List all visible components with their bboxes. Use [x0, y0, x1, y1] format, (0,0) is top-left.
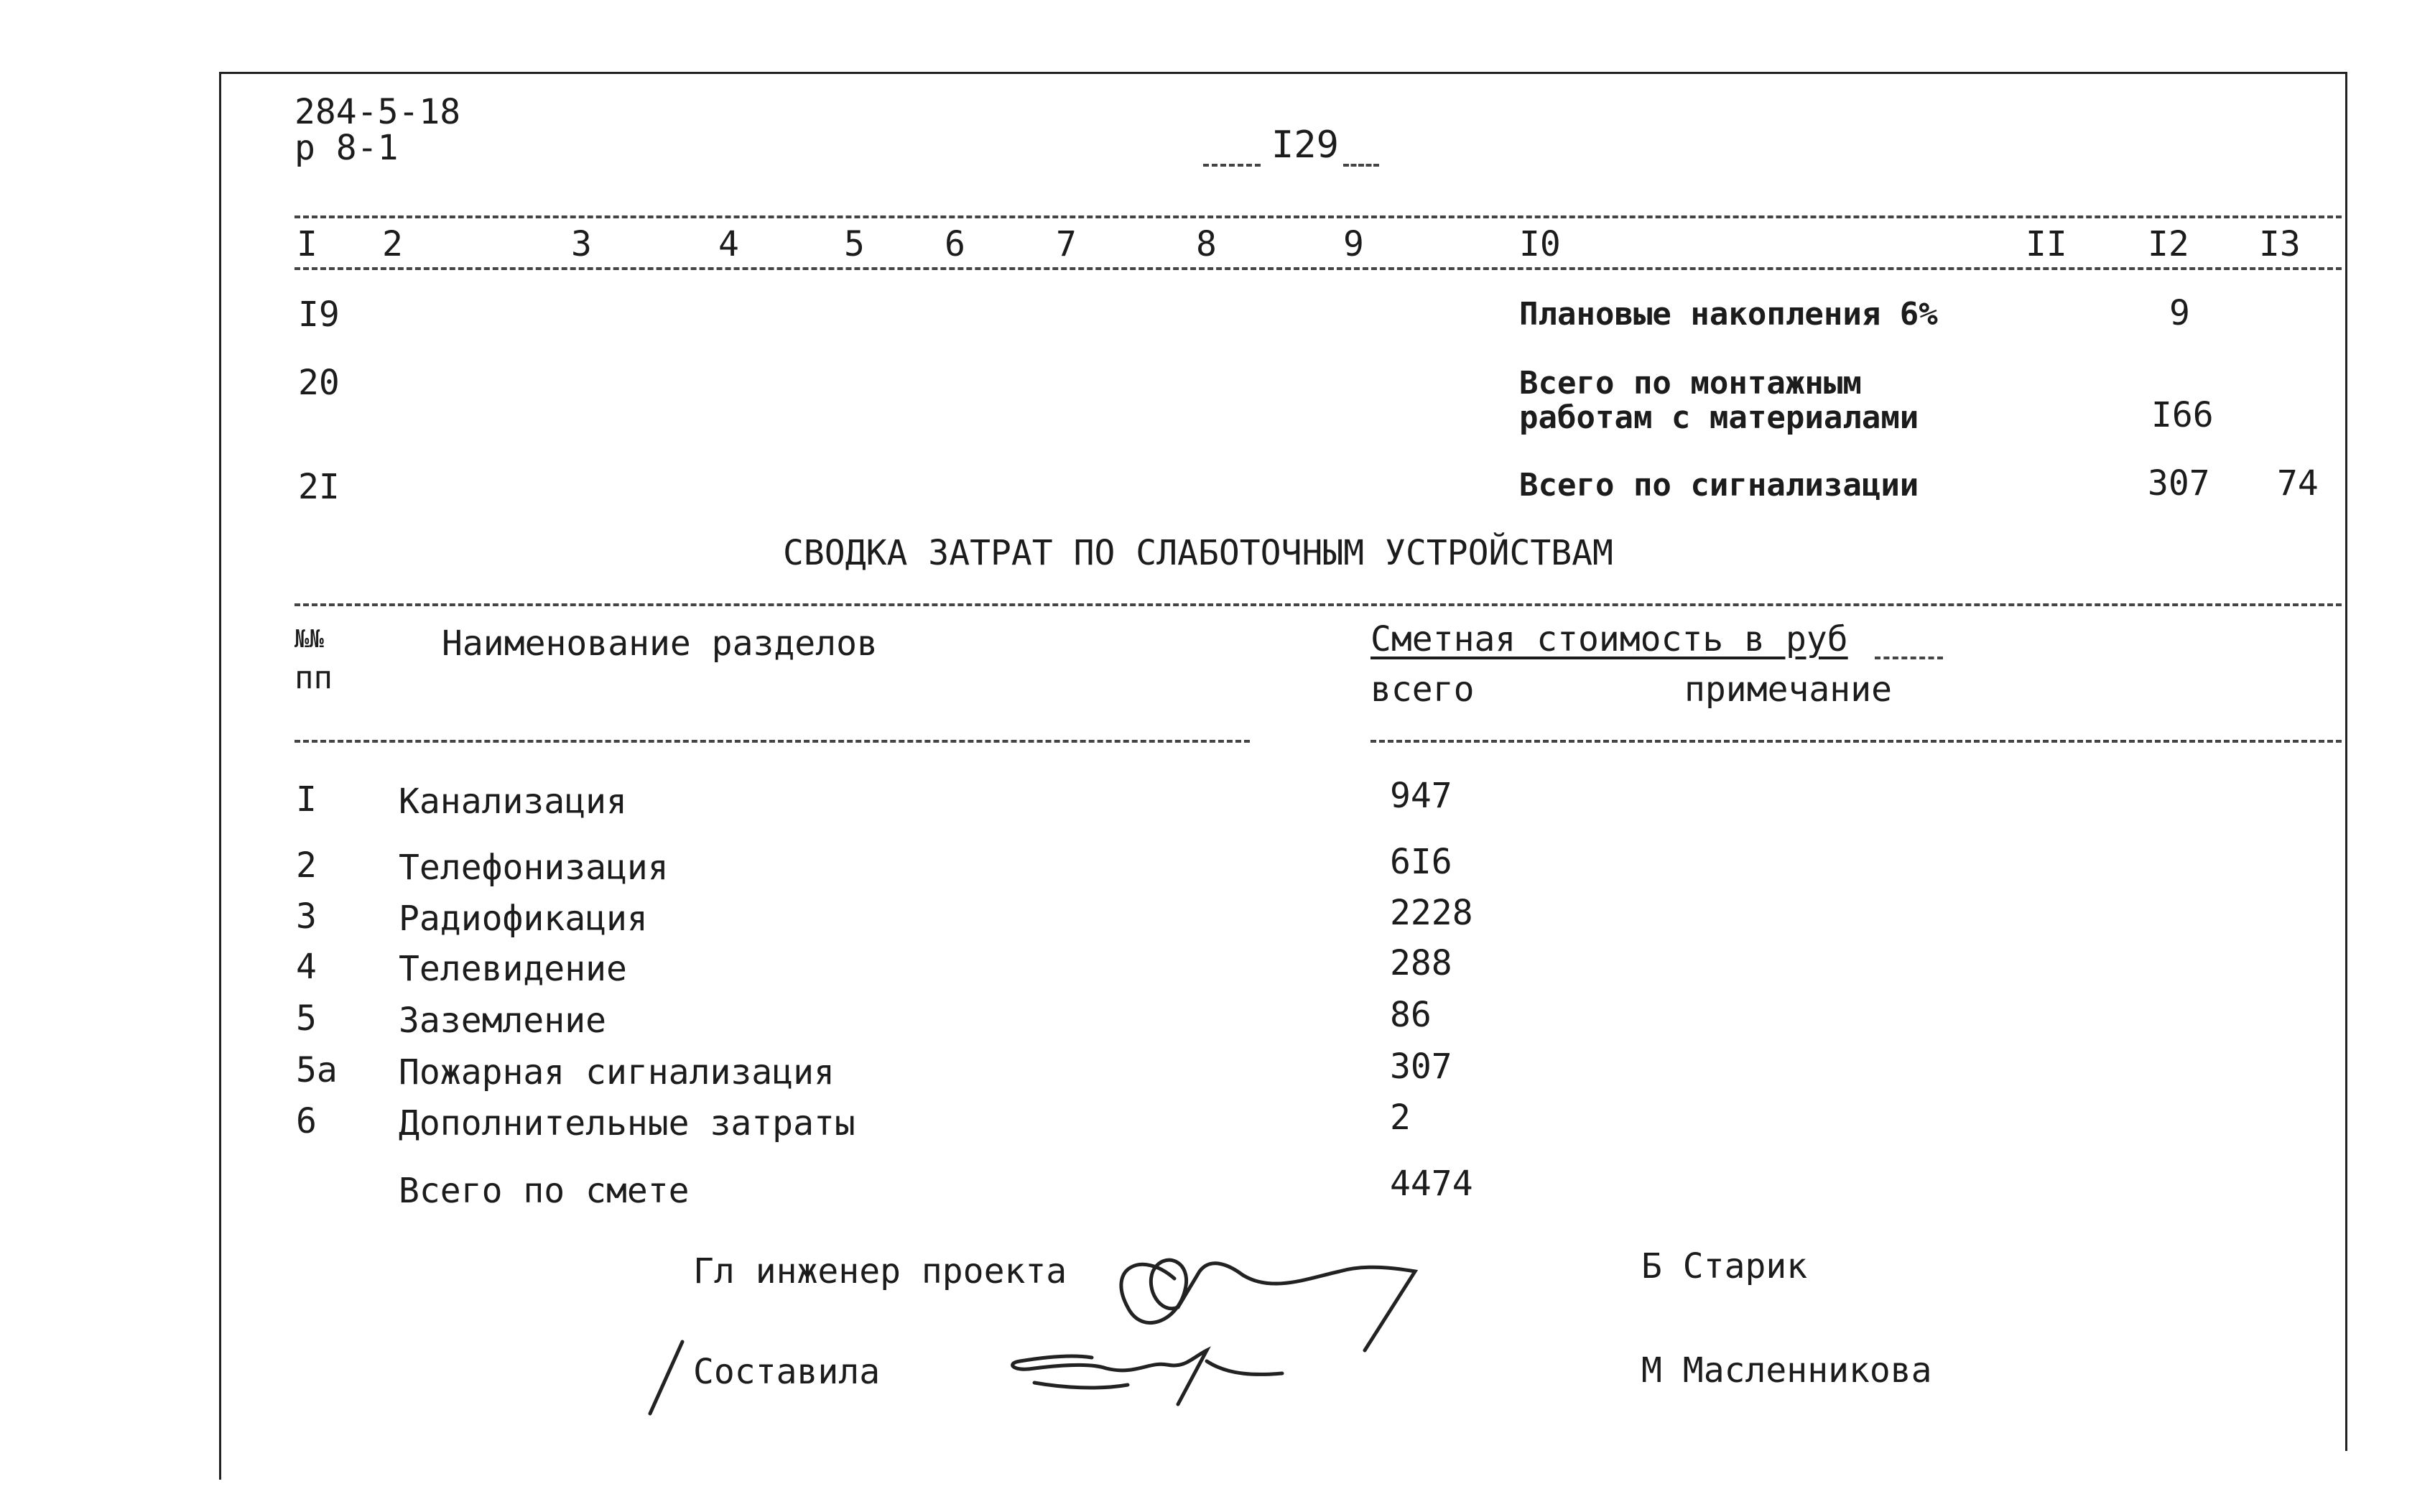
column-number: 9 — [1343, 224, 1364, 264]
summary-row-name: Заземление — [399, 1001, 606, 1041]
grand-total-label: Всего по смете — [399, 1171, 690, 1211]
column-header-top-rule — [294, 215, 2342, 218]
summary-row-name: Телевидение — [399, 949, 627, 989]
summary-row-name: Радиофикация — [399, 899, 648, 939]
document-subcode: р 8-1 — [294, 128, 399, 168]
column-label-name: Наименование разделов — [442, 623, 878, 664]
row-description: Всего по сигнализации — [1519, 467, 1919, 504]
column-number: I0 — [1519, 224, 1561, 264]
compiler-signature — [1013, 1350, 1282, 1404]
column-number: 5 — [844, 224, 865, 264]
engineer-name: Б Старик — [1641, 1246, 1808, 1286]
column-number: 2 — [382, 224, 403, 264]
summary-row-total: 2 — [1390, 1098, 1411, 1138]
column-label-total: всего — [1370, 669, 1475, 710]
row-value-col12: I66 — [2151, 395, 2214, 435]
column-number: I — [297, 224, 317, 264]
summary-row-total: 288 — [1390, 943, 1452, 983]
summary-row-number: I — [296, 779, 317, 820]
row-value-col13: 74 — [2277, 463, 2319, 504]
row-description: Плановые накопления 6% — [1519, 296, 1938, 333]
page-number-dash-left — [1203, 164, 1261, 167]
column-number: 3 — [571, 224, 592, 264]
handwritten-tick-mark — [650, 1342, 682, 1414]
summary-header-bottom-rule-right — [1370, 740, 2342, 743]
column-number: 8 — [1196, 224, 1217, 264]
compiler-title: Составила — [693, 1352, 881, 1392]
summary-row-total: 947 — [1390, 776, 1452, 816]
column-label-number: №№ — [294, 625, 324, 654]
page-number: I29 — [1271, 124, 1339, 167]
row-number: I9 — [298, 294, 340, 335]
summary-row-name: Пожарная сигнализация — [399, 1052, 835, 1093]
column-label-note: примечание — [1684, 669, 1892, 710]
handwritten-signatures — [632, 1221, 1566, 1437]
summary-header-top-rule — [294, 603, 2342, 606]
column-header-bottom-rule — [294, 267, 2342, 270]
row-number: 2I — [298, 467, 340, 507]
row-value-col12: 307 — [2148, 463, 2210, 504]
compiler-name: М Масленникова — [1641, 1350, 1932, 1391]
summary-row-number: 5 — [296, 998, 317, 1039]
column-number: II — [2026, 224, 2067, 264]
cost-header-dash — [1875, 657, 1943, 659]
summary-row-total: 6I6 — [1390, 842, 1452, 882]
engineer-title: Гл инженер проекта — [693, 1251, 1067, 1291]
summary-row-name: Канализация — [399, 781, 627, 822]
summary-row-number: 6 — [296, 1101, 317, 1141]
summary-row-number: 2 — [296, 845, 317, 886]
document-code: 284-5-18 — [294, 92, 461, 132]
column-number: I3 — [2259, 224, 2301, 264]
summary-row-name: Дополнительные затраты — [399, 1103, 855, 1144]
row-value-col12: 9 — [2169, 293, 2190, 333]
column-label-number-line2: пп — [294, 659, 333, 696]
page-frame-top — [219, 72, 2347, 74]
page-frame-right — [2345, 72, 2347, 1451]
summary-title: СВОДКА ЗАТРАТ ПО СЛАБОТОЧНЫМ УСТРОЙСТВАМ — [783, 533, 1613, 573]
column-number: 6 — [945, 224, 965, 264]
page-number-dash-right — [1343, 164, 1379, 167]
summary-row-name: Телефонизация — [399, 848, 669, 888]
row-description-line2: работам с материалами — [1519, 399, 1919, 436]
row-number: 20 — [298, 363, 340, 403]
engineer-signature — [1121, 1260, 1415, 1350]
summary-row-total: 2228 — [1390, 893, 1473, 933]
column-number: 4 — [718, 224, 739, 264]
summary-row-total: 307 — [1390, 1047, 1452, 1087]
page-frame-left — [219, 72, 221, 1480]
summary-row-number: 4 — [296, 947, 317, 987]
summary-header-bottom-rule-left — [294, 740, 1250, 743]
summary-row-total: 86 — [1390, 995, 1432, 1035]
row-description: Всего по монтажным — [1519, 365, 1862, 402]
column-label-cost: Сметная стоимость в руб — [1370, 619, 1848, 659]
grand-total-value: 4474 — [1390, 1164, 1473, 1204]
summary-row-number: 5а — [296, 1050, 338, 1090]
summary-row-number: 3 — [296, 896, 317, 937]
column-number: I2 — [2148, 224, 2189, 264]
column-number: 7 — [1056, 224, 1077, 264]
